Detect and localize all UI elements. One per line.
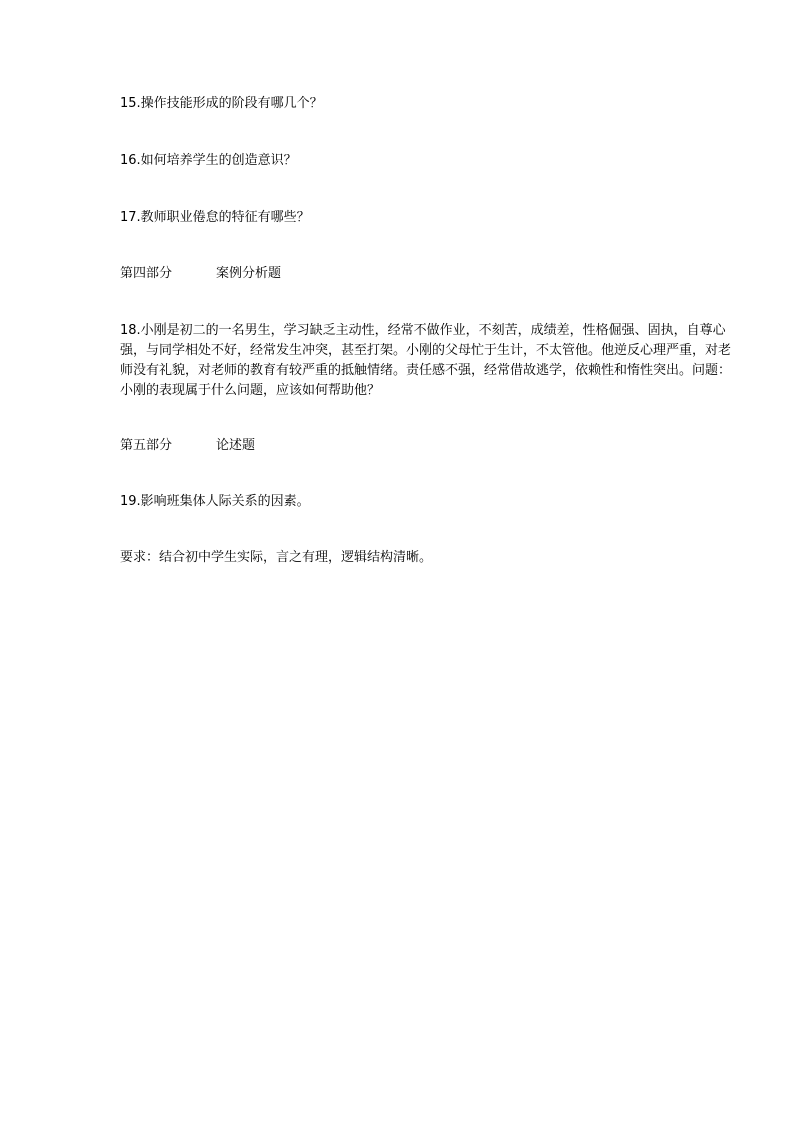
section-heading-part4 [120, 265, 281, 283]
question-16: 16.如何培养学生的创造意识？ [120, 153, 297, 168]
section-label: 第四部分 [120, 266, 173, 281]
section-title: 案例分析题 [216, 266, 282, 281]
question-18: 18.小刚是初二的一名男生，学习缺乏主动性，经常不做作业，不刻苦，成绩差，性格倔强、固执，自尊心强，与同学相处不好，经常发生冲突，甚至打架。小刚的父母忙于生计，不太管他。他逆反心理严重，对老师没有礼貌，对老师的教育有较严重的抵触情绪。责任感不强，经常借故逃学，依赖性和惰性突出。问题：小刚的表现属于什么问题，应该如何帮助他？ [120, 323, 732, 398]
requirement-text: 要求：结合初中学生实际，言之有理，逻辑结构清晰。 [120, 550, 433, 565]
question-19: 19.影响班集体人际关系的因素。 [120, 494, 310, 509]
section-title: 论述题 [216, 438, 256, 453]
question-15: 15.操作技能形成的阶段有哪几个？ [120, 96, 323, 111]
section-heading-part5 [120, 437, 255, 455]
question-17: 17.教师职业倦怠的特征有哪些？ [120, 210, 310, 225]
section-label: 第五部分 [120, 438, 173, 453]
